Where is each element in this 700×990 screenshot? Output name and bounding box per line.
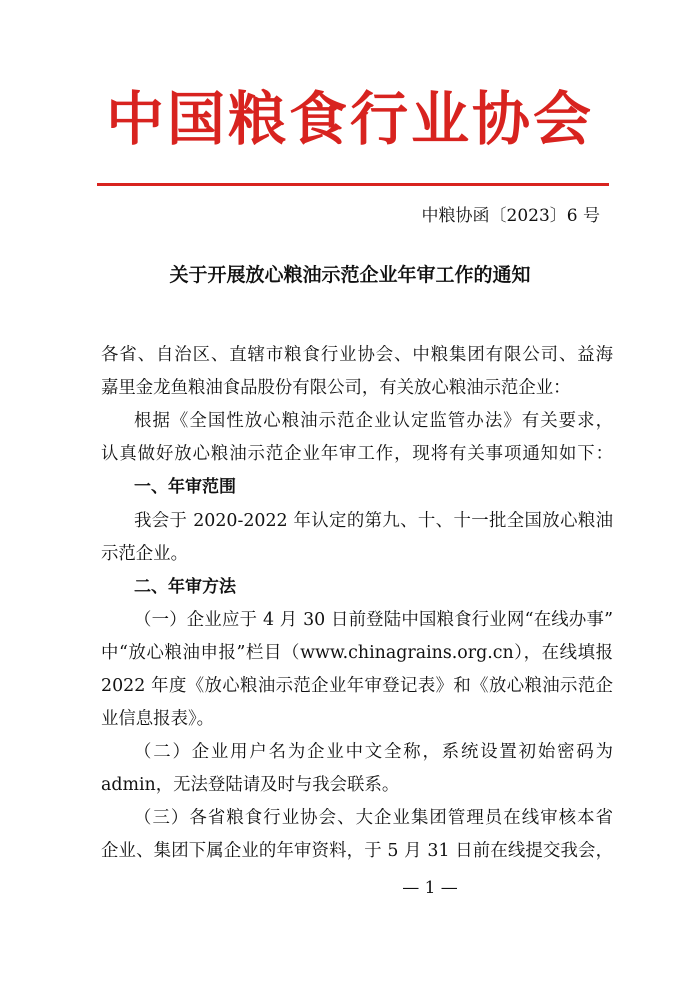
paragraph-line: 2022 年度《放心粮油示范企业年审登记表》和《放心粮油示范企 xyxy=(101,676,613,696)
org-name-header: 中国粮食行业协会 xyxy=(105,85,594,153)
paragraph-line: 根据《全国性放心粮油示范企业认定监管办法》有关要求， xyxy=(134,411,613,431)
section-heading-scope: 一、年审范围 xyxy=(134,477,236,497)
paragraph-line: 业信息报表》。 xyxy=(101,709,215,729)
paragraph-line: 中“放心粮油申报”栏目（www.chinagrains.org.cn），在线填报 xyxy=(101,643,613,663)
paragraph-line: 企业、集团下属企业的年审资料，于 5 月 31 日前在线提交我会， xyxy=(101,841,613,861)
section-heading-method: 二、年审方法 xyxy=(134,577,236,597)
paragraph-line: 认真做好放心粮油示范企业年审工作，现将有关事项通知如下： xyxy=(101,444,613,464)
paragraph-line: 示范企业。 xyxy=(101,544,188,564)
paragraph-line: （二）企业用户名为企业中文全称，系统设置初始密码为 xyxy=(134,742,613,762)
paragraph-line: （一）企业应于 4 月 30 日前登陆中国粮食行业网“在线办事” xyxy=(134,610,613,630)
addressee-line: 嘉里金龙鱼粮油食品股份有限公司，有关放心粮油示范企业： xyxy=(101,378,571,398)
page-number: — 1 — xyxy=(402,878,458,898)
red-divider-line xyxy=(97,183,609,186)
notice-title: 关于开展放心粮油示范企业年审工作的通知 xyxy=(169,264,531,286)
addressee-line: 各省、自治区、直辖市粮食行业协会、中粮集团有限公司、益海 xyxy=(101,345,613,365)
document-number: 中粮协函〔2023〕6 号 xyxy=(421,206,600,226)
paragraph-line: admin，无法登陆请及时与我会联系。 xyxy=(101,775,400,795)
paragraph-line: 我会于 2020-2022 年认定的第九、十、十一批全国放心粮油 xyxy=(134,511,613,531)
paragraph-line: （三）各省粮食行业协会、大企业集团管理员在线审核本省 xyxy=(134,808,613,828)
